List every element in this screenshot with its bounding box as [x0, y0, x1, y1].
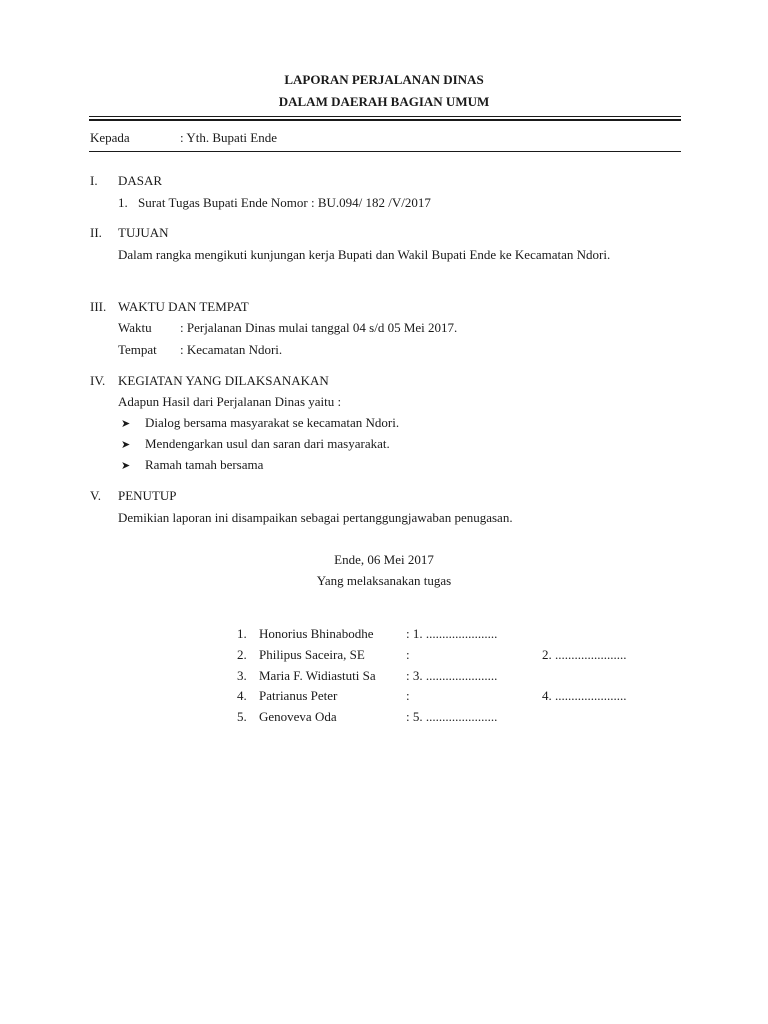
- dasar-item-number: 1.: [118, 195, 128, 210]
- signature-slot-left: :: [406, 647, 410, 662]
- signatory-name: Philipus Saceira, SE: [259, 647, 365, 662]
- tempat-value: : Kecamatan Ndori.: [180, 342, 283, 357]
- section-heading-kegiatan: KEGIATAN YANG DILAKSANAKAN: [118, 373, 329, 388]
- header-rule-thick: [89, 119, 681, 121]
- recipient-label: Kepada: [90, 130, 130, 145]
- signatory-number: 5.: [237, 709, 247, 724]
- kegiatan-item: Ramah tamah bersama: [145, 457, 264, 472]
- section-numeral-kegiatan: IV.: [90, 373, 106, 388]
- signatory-number: 2.: [237, 647, 247, 662]
- signatory-name: Patrianus Peter: [259, 688, 338, 703]
- signatory-number: 4.: [237, 688, 247, 703]
- signing-role: Yang melaksanakan tugas: [316, 573, 452, 588]
- signature-slot-right: 2. ......................: [542, 647, 627, 662]
- signature-slot-left: : 1. ......................: [406, 626, 498, 641]
- title-line-1: LAPORAN PERJALANAN DINAS: [284, 72, 484, 87]
- penutup-text: Demikian laporan ini disampaikan sebagai pertanggungjawaban penugasan.: [118, 510, 513, 525]
- signature-slot-left: : 5. ......................: [406, 709, 498, 724]
- recipient-value: : Yth. Bupati Ende: [180, 130, 278, 145]
- tempat-label: Tempat: [118, 342, 157, 357]
- bullet-arrow-icon: ➤: [121, 418, 131, 430]
- recipient-rule: [89, 151, 681, 152]
- signatory-name: Honorius Bhinabodhe: [259, 626, 374, 641]
- section-heading-dasar: DASAR: [118, 173, 163, 188]
- section-heading-penutup: PENUTUP: [118, 488, 177, 503]
- header-rule-thin: [89, 116, 681, 117]
- signature-slot-left: :: [406, 688, 410, 703]
- signatory-number: 3.: [237, 668, 247, 683]
- bullet-arrow-icon: ➤: [121, 460, 131, 472]
- bullet-arrow-icon: ➤: [121, 439, 131, 451]
- signatory-number: 1.: [237, 626, 247, 641]
- signatory-name: Genoveva Oda: [259, 709, 337, 724]
- kegiatan-item: Mendengarkan usul dan saran dari masyarakat.: [145, 436, 390, 451]
- kegiatan-intro: Adapun Hasil dari Perjalanan Dinas yaitu :: [118, 394, 342, 409]
- title-line-2: DALAM DAERAH BAGIAN UMUM: [278, 94, 490, 109]
- place-date: Ende, 06 Mei 2017: [334, 552, 434, 567]
- signature-slot-right: 4. ......................: [542, 688, 627, 703]
- section-heading-tujuan: TUJUAN: [118, 225, 169, 240]
- section-numeral-penutup: V.: [90, 488, 101, 503]
- section-numeral-tujuan: II.: [90, 225, 102, 240]
- dasar-item-text: Surat Tugas Bupati Ende Nomor : BU.094/ 182 /V/2017: [138, 195, 431, 210]
- section-numeral-waktu: III.: [90, 299, 107, 314]
- section-numeral-dasar: I.: [90, 173, 98, 188]
- waktu-label: Waktu: [118, 320, 152, 335]
- tujuan-text: Dalam rangka mengikuti kunjungan kerja Bupati dan Wakil Bupati Ende ke Kecamatan Ndori.: [118, 247, 611, 262]
- kegiatan-item: Dialog bersama masyarakat se kecamatan Ndori.: [145, 415, 400, 430]
- waktu-value: : Perjalanan Dinas mulai tanggal 04 s/d 05 Mei 2017.: [180, 320, 458, 335]
- section-heading-waktu: WAKTU DAN TEMPAT: [118, 299, 249, 314]
- signatory-name: Maria F. Widiastuti Sa: [259, 668, 376, 683]
- signature-slot-left: : 3. ......................: [406, 668, 498, 683]
